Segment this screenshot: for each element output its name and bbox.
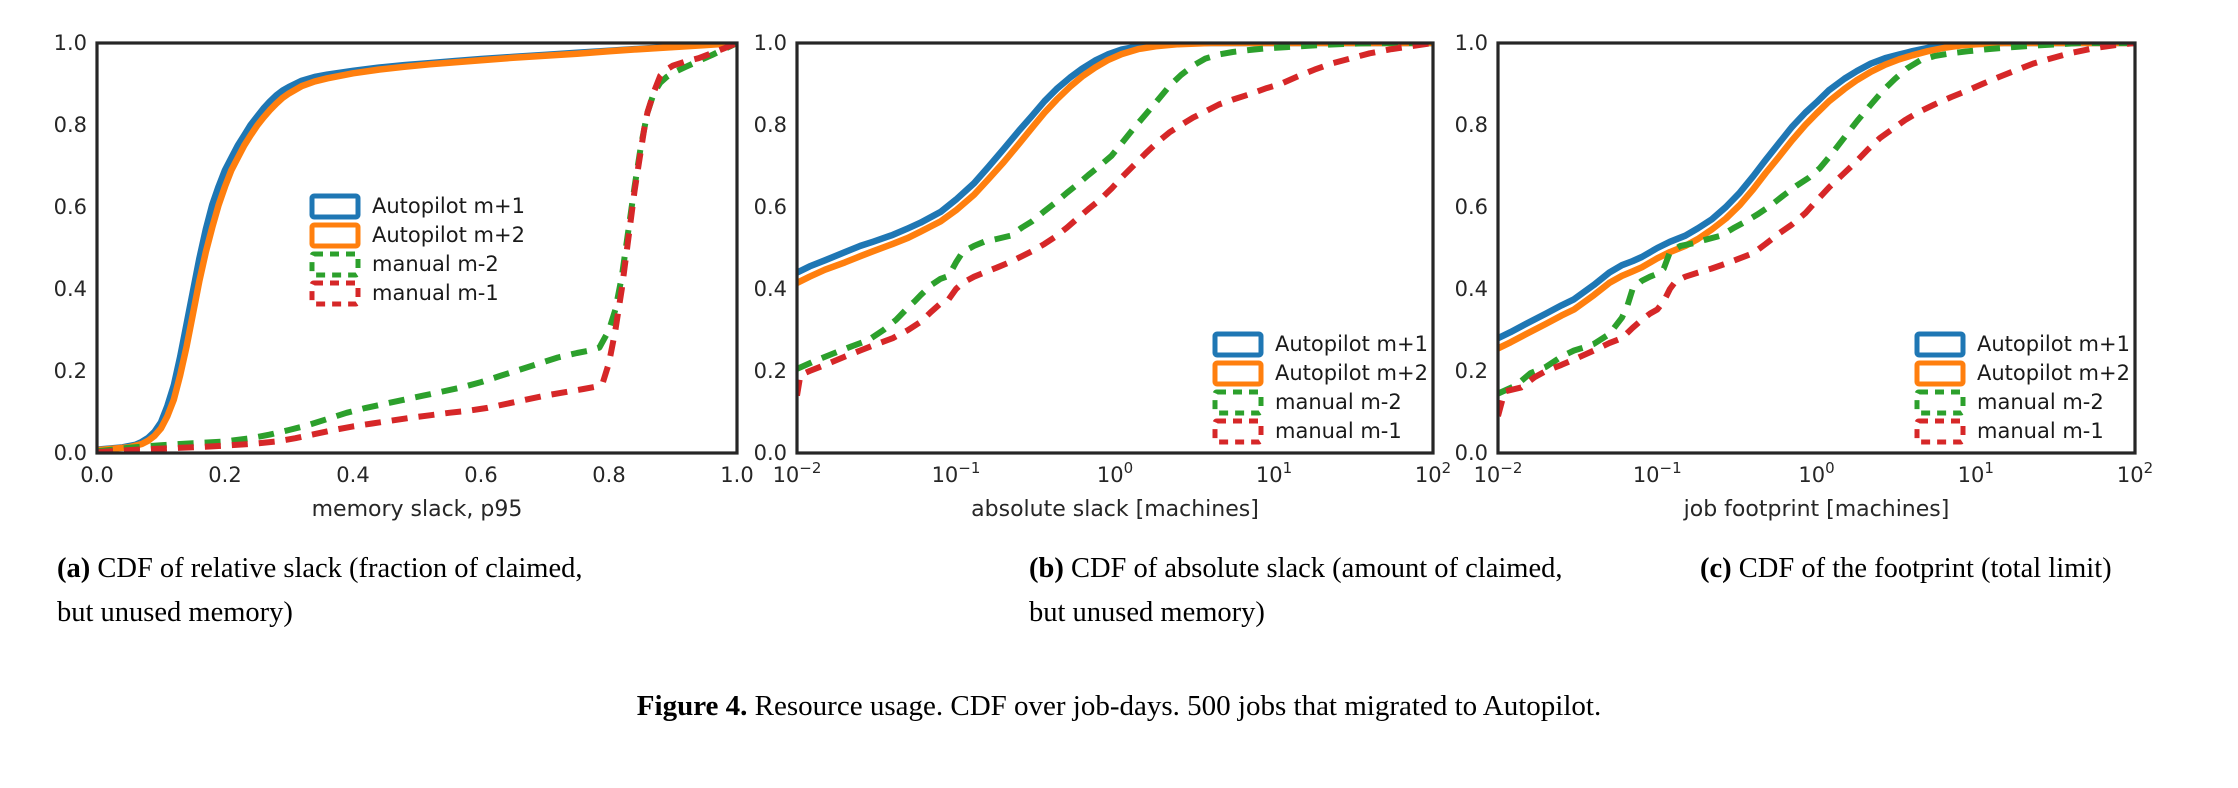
plot-b-xtick-label: $10^0$ — [1096, 459, 1134, 487]
plot-b — [754, 31, 1452, 522]
subcaption-a — [57, 547, 1042, 635]
plot-c-ytick-label: 0.6 — [1454, 195, 1488, 219]
legend-label: manual m-2 — [1275, 390, 1402, 414]
plot-a-ytick-label: 1.0 — [53, 31, 87, 55]
figure-caption — [0, 690, 2238, 723]
subcaption-b-line2: but unused memory) — [1029, 597, 1265, 629]
plot-c-ytick-label: 1.0 — [1454, 31, 1488, 55]
legend-label: manual m-2 — [372, 252, 499, 276]
plot-c-xtick-label: $10^{-2}$ — [1473, 459, 1523, 487]
legend-swatch-autopilot-m+1 — [1917, 334, 1963, 355]
legend-swatch-manual-m-2 — [312, 254, 358, 275]
plot-c-xtick-label: $10^{-1}$ — [1632, 459, 1682, 487]
subcaption-a-line1: CDF of relative slack (fraction of claimed, — [90, 553, 583, 584]
plot-c-xtick-label: $10^1$ — [1957, 459, 1994, 487]
plot-b-xtick-label: $10^1$ — [1255, 459, 1293, 487]
plot-a-ytick-label: 0.2 — [53, 359, 87, 383]
plot-a-ytick-label: 0.0 — [53, 441, 87, 465]
plot-a-legend — [312, 194, 525, 305]
plot-a-xtick-label: 0.6 — [464, 463, 498, 487]
series-autopilot-m+2-line — [1498, 43, 2135, 348]
plot-c — [1455, 31, 2154, 522]
plot-a-xtick-label: 0.8 — [592, 463, 626, 487]
plot-a — [54, 31, 754, 522]
plot-b-ytick-label: 0.4 — [753, 277, 787, 301]
legend-label: Autopilot m+1 — [372, 194, 525, 218]
plot-a-xtick-label: 1.0 — [720, 463, 754, 487]
subcaption-b-line1: CDF of absolute slack (amount of claimed, — [1063, 553, 1563, 584]
plot-a-frame — [97, 43, 737, 453]
plot-b-legend — [1215, 332, 1428, 443]
plot-a-xaxis-title: memory slack, p95 — [311, 497, 523, 522]
figure-caption-label: Figure 4. — [636, 690, 748, 722]
plot-b-ytick-label: 0.0 — [753, 441, 787, 465]
series-manual-m-1-line — [97, 43, 737, 452]
plot-c-ytick-label: 0.8 — [1454, 113, 1488, 137]
legend-label: manual m-2 — [1977, 390, 2104, 414]
legend-swatch-autopilot-m+1 — [312, 196, 358, 217]
plot-c-ytick-label: 0.4 — [1454, 277, 1488, 301]
legend-label: manual m-1 — [1977, 419, 2104, 443]
subcaption-c — [1700, 547, 2230, 591]
plot-b-xtick-label: $10^{-2}$ — [772, 459, 822, 487]
subcaption-b-label: (b) — [1029, 553, 1064, 584]
plot-b-ytick-label: 0.6 — [753, 195, 787, 219]
legend-swatch-autopilot-m+2 — [1215, 363, 1261, 384]
legend-swatch-manual-m-2 — [1917, 392, 1963, 413]
plot-c-legend — [1917, 332, 2130, 443]
legend-label: Autopilot m+1 — [1977, 332, 2130, 356]
plot-b-xtick-label: $10^2$ — [1414, 459, 1452, 487]
subcaption-b — [1029, 547, 1649, 635]
plot-c-ytick-label: 0.0 — [1454, 441, 1488, 465]
legend-label: Autopilot m+2 — [372, 223, 525, 247]
subcaption-a-line2: but unused memory) — [57, 597, 293, 629]
series-autopilot-m+1-line — [797, 43, 1433, 273]
plot-c-xaxis-title: job footprint [machines] — [1683, 497, 1950, 522]
plot-a-xtick-label: 0.2 — [208, 463, 242, 487]
plot-b-xtick-label: $10^{-1}$ — [931, 459, 981, 487]
legend-swatch-manual-m-1 — [312, 283, 358, 304]
legend-label: manual m-1 — [1275, 419, 1402, 443]
legend-swatch-autopilot-m+2 — [1917, 363, 1963, 384]
plot-b-xaxis-title: absolute slack [machines] — [971, 497, 1259, 522]
plot-b-ytick-label: 0.8 — [753, 113, 787, 137]
plot-c-xtick-label: $10^2$ — [2116, 459, 2154, 487]
series-manual-m-2-line — [797, 43, 1433, 369]
subcaption-a-label: (a) — [57, 553, 91, 584]
plot-a-series — [97, 43, 737, 452]
plot-a-xtick-label: 0.0 — [80, 463, 114, 487]
legend-swatch-manual-m-1 — [1215, 421, 1261, 442]
series-autopilot-m+2-line — [797, 43, 1433, 283]
legend-swatch-manual-m-2 — [1215, 392, 1261, 413]
legend-label: Autopilot m+2 — [1977, 361, 2130, 385]
subcaption-c-line1: CDF of the footprint (total limit) — [1731, 553, 2112, 584]
plot-a-ytick-label: 0.8 — [53, 113, 87, 137]
series-manual-m-2-line — [97, 43, 737, 451]
legend-swatch-autopilot-m+1 — [1215, 334, 1261, 355]
plot-c-xtick-label: $10^0$ — [1798, 459, 1835, 487]
plot-a-ytick-label: 0.6 — [53, 195, 87, 219]
plot-b-ytick-label: 1.0 — [753, 31, 787, 55]
plot-a-xtick-label: 0.4 — [336, 463, 370, 487]
plot-a-ytick-label: 0.4 — [53, 277, 87, 301]
legend-label: Autopilot m+2 — [1275, 361, 1428, 385]
legend-swatch-autopilot-m+2 — [312, 225, 358, 246]
plot-b-ytick-label: 0.2 — [753, 359, 787, 383]
legend-label: Autopilot m+1 — [1275, 332, 1428, 356]
legend-swatch-manual-m-1 — [1917, 421, 1963, 442]
legend-label: manual m-1 — [372, 281, 499, 305]
subcaption-c-label: (c) — [1700, 553, 1732, 584]
plot-c-ytick-label: 0.2 — [1454, 359, 1488, 383]
figure-caption-text: Resource usage. CDF over job-days. 500 jobs that migrated to Autopilot. — [747, 690, 1602, 722]
